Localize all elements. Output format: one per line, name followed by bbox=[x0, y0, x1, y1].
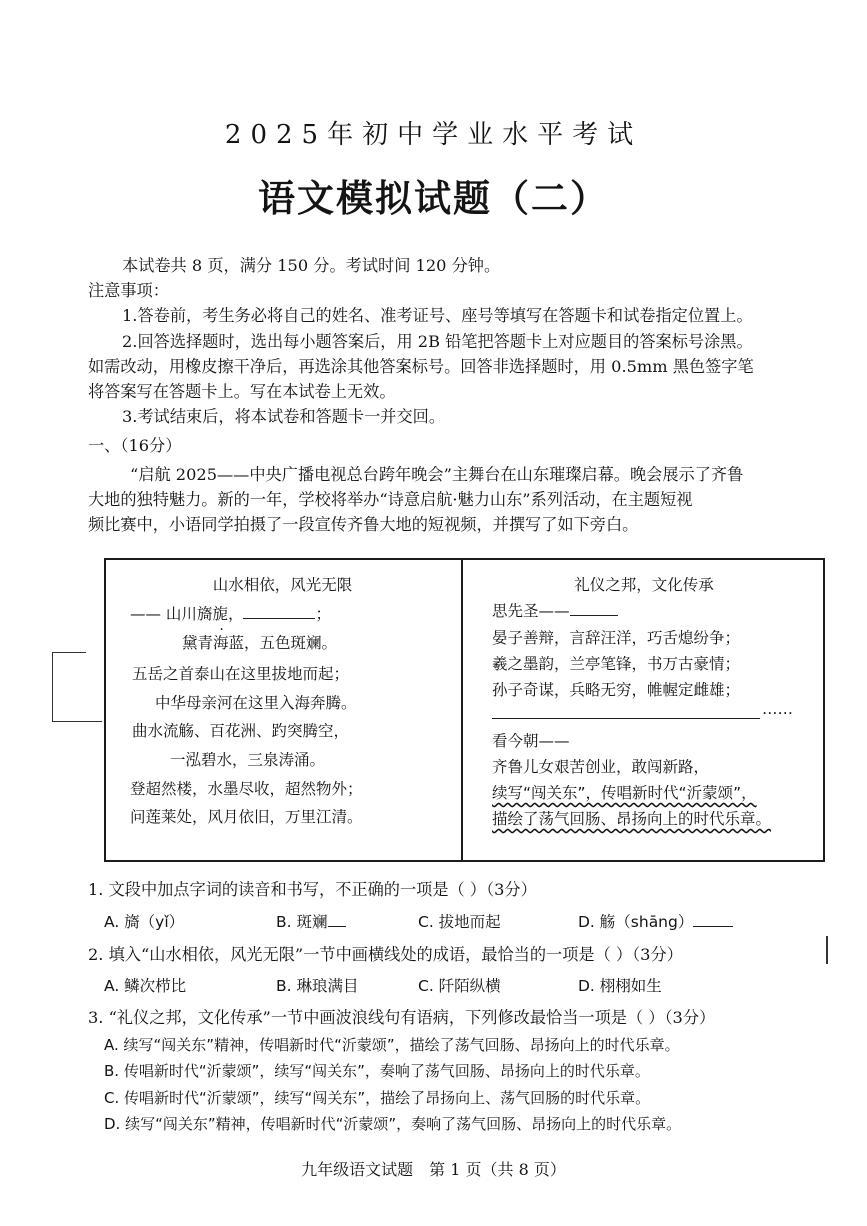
right-line-7: 齐鲁儿女艰苦创业，敢闯新路， bbox=[492, 758, 710, 776]
passage-line-2: 大地的独特魅力。新的一年，学校将举办“诗意启航·魅力山东”系列活动，在主题短视 bbox=[88, 490, 693, 509]
question-2-stem: 2. 填入“山水相依，风光无限”一节中画横线处的成语，最恰当的一项是（ ）（3分） bbox=[88, 945, 683, 964]
section-heading: 一、（16分） bbox=[88, 436, 182, 455]
question-1-stem: 1. 文段中加点字词的读音和书写，不正确的一项是（ ）（3分） bbox=[88, 880, 537, 899]
left-line-8: 问莲莱处，风月依旧，万里江清。 bbox=[130, 808, 363, 826]
q3-option-b: B. 传唱新时代“沂蒙颂”，续写“闯关东”，奏响了荡气回肠、昂扬向上的时代乐章。 bbox=[104, 1062, 650, 1080]
notice-title: 注意事项： bbox=[88, 281, 169, 300]
notice-2a: 2.回答选择题时，选出每小题答案后，用 2B 铅笔把答题卡上对应题目的答案标号涂黑。 bbox=[122, 332, 753, 351]
wavy-sentence-2: 描绘了荡气回肠、昂扬向上的时代乐章。 bbox=[492, 810, 772, 828]
exam-title: 2025年初中学业水平考试 bbox=[224, 120, 643, 150]
ellipsis: …… bbox=[762, 700, 793, 718]
underline-tail bbox=[328, 926, 346, 927]
q2-option-d: D. 栩栩如生 bbox=[578, 977, 662, 995]
extension-line bbox=[570, 615, 618, 616]
left-line-6: 一泓碧水，三泉涛涌。 bbox=[170, 751, 326, 769]
q2-option-b: B. 琳琅满目 bbox=[276, 977, 359, 995]
dotted-char: 旎 bbox=[212, 605, 228, 623]
q3-option-c: C. 传唱新时代“沂蒙颂”，续写“闯关东”，描绘了昂扬向上、荡气回肠的时代乐章。 bbox=[104, 1089, 651, 1107]
passage-line-1: “启航 2025——中央广播电视总台跨年晚会”主舞台在山东璀璨启幕。晚会展示了齐鲁 bbox=[130, 465, 744, 484]
margin-mark bbox=[826, 936, 828, 964]
notice-1: 1.答卷前，考生务必将自己的姓名、准考证号、座号等填写在答题卡和试卷指定位置上。 bbox=[122, 306, 753, 325]
left-line-1: —— 山川旖旎， ； bbox=[130, 605, 331, 623]
fill-blank bbox=[243, 618, 315, 619]
passage-line-3: 频比赛中，小语同学拍摄了一段宣传齐鲁大地的短视频，并撰写了如下旁白。 bbox=[88, 515, 639, 534]
q3-option-d: D. 续写“闯关东”精神，传唱新时代“沂蒙颂”，奏响了荡气回肠、昂扬向上的时代乐章。 bbox=[104, 1115, 682, 1133]
right-line-3: 羲之墨韵，兰亭笔锋，书万古豪情； bbox=[492, 655, 741, 673]
q2-option-c: C. 阡陌纵横 bbox=[418, 977, 501, 995]
q2-option-a: A. 鳞次栉比 bbox=[104, 977, 187, 995]
page-footer: 九年级语文试题 第 1 页（共 8 页） bbox=[301, 1160, 566, 1179]
subject-title: 语文模拟试题（二） bbox=[258, 176, 609, 220]
wavy-sentence-1: 续写“闯关东”，传唱新时代“沂蒙颂”， bbox=[492, 784, 757, 802]
q3-option-a: A. 续写“闯关东”精神，传唱新时代“沂蒙颂”，描绘了荡气回肠、昂扬向上的时代乐章。 bbox=[104, 1036, 680, 1054]
right-column-title: 礼仪之邦，文化传承 bbox=[574, 576, 714, 594]
left-line-5: 曲水流觞、百花洲、趵突腾空， bbox=[132, 722, 350, 740]
q1-option-d: D. 觞（shāng） bbox=[578, 910, 733, 932]
margin-mark bbox=[52, 652, 86, 653]
fill-line bbox=[492, 718, 760, 719]
left-line-7: 登超然楼，水墨尽收，超然物外； bbox=[130, 780, 363, 798]
right-line-1: 思先圣—— bbox=[492, 599, 618, 621]
q1-option-c: C. 拔地而起 bbox=[418, 913, 501, 931]
margin-mark bbox=[52, 721, 102, 722]
exam-info: 本试卷共 8 页，满分 150 分。考试时间 120 分钟。 bbox=[122, 256, 501, 275]
notice-2c: 将答案写在答题卡上。写在本试卷上无效。 bbox=[88, 382, 396, 401]
question-3-stem: 3. “礼仪之邦，文化传承”一节中画波浪线句有语病，下列修改最恰当一项是（ ）（3分） bbox=[88, 1008, 716, 1027]
right-line-2: 晏子善辩，言辞汪洋，巧舌熄纷争； bbox=[492, 629, 741, 647]
notice-2b: 如需改动，用橡皮擦干净后，再选涂其他答案标号。回答非选择题时，用 0.5mm 黑色签字笔 bbox=[88, 357, 754, 376]
q1-option-a: A. 旖（yǐ） bbox=[104, 913, 185, 931]
right-line-4: 孙子奇谋，兵略无穷，帷幄定雌雄； bbox=[492, 681, 741, 699]
left-line-2: 黛青海蓝，五色斑斓。 bbox=[182, 634, 338, 652]
margin-mark bbox=[52, 652, 53, 722]
left-column-title: 山水相依，风光无限 bbox=[212, 576, 353, 594]
notice-3: 3.考试结束后，将本试卷和答题卡一并交回。 bbox=[122, 407, 446, 426]
left-line-3: 五岳之首泰山在这里拔地而起； bbox=[132, 665, 350, 683]
box-divider bbox=[461, 558, 463, 862]
right-line-6: 看今朝—— bbox=[492, 732, 570, 750]
q1-option-b: B. 斑斓 bbox=[276, 910, 346, 932]
left-line-4: 中华母亲河在这里入海奔腾。 bbox=[155, 694, 357, 712]
underline-tail bbox=[693, 926, 733, 927]
